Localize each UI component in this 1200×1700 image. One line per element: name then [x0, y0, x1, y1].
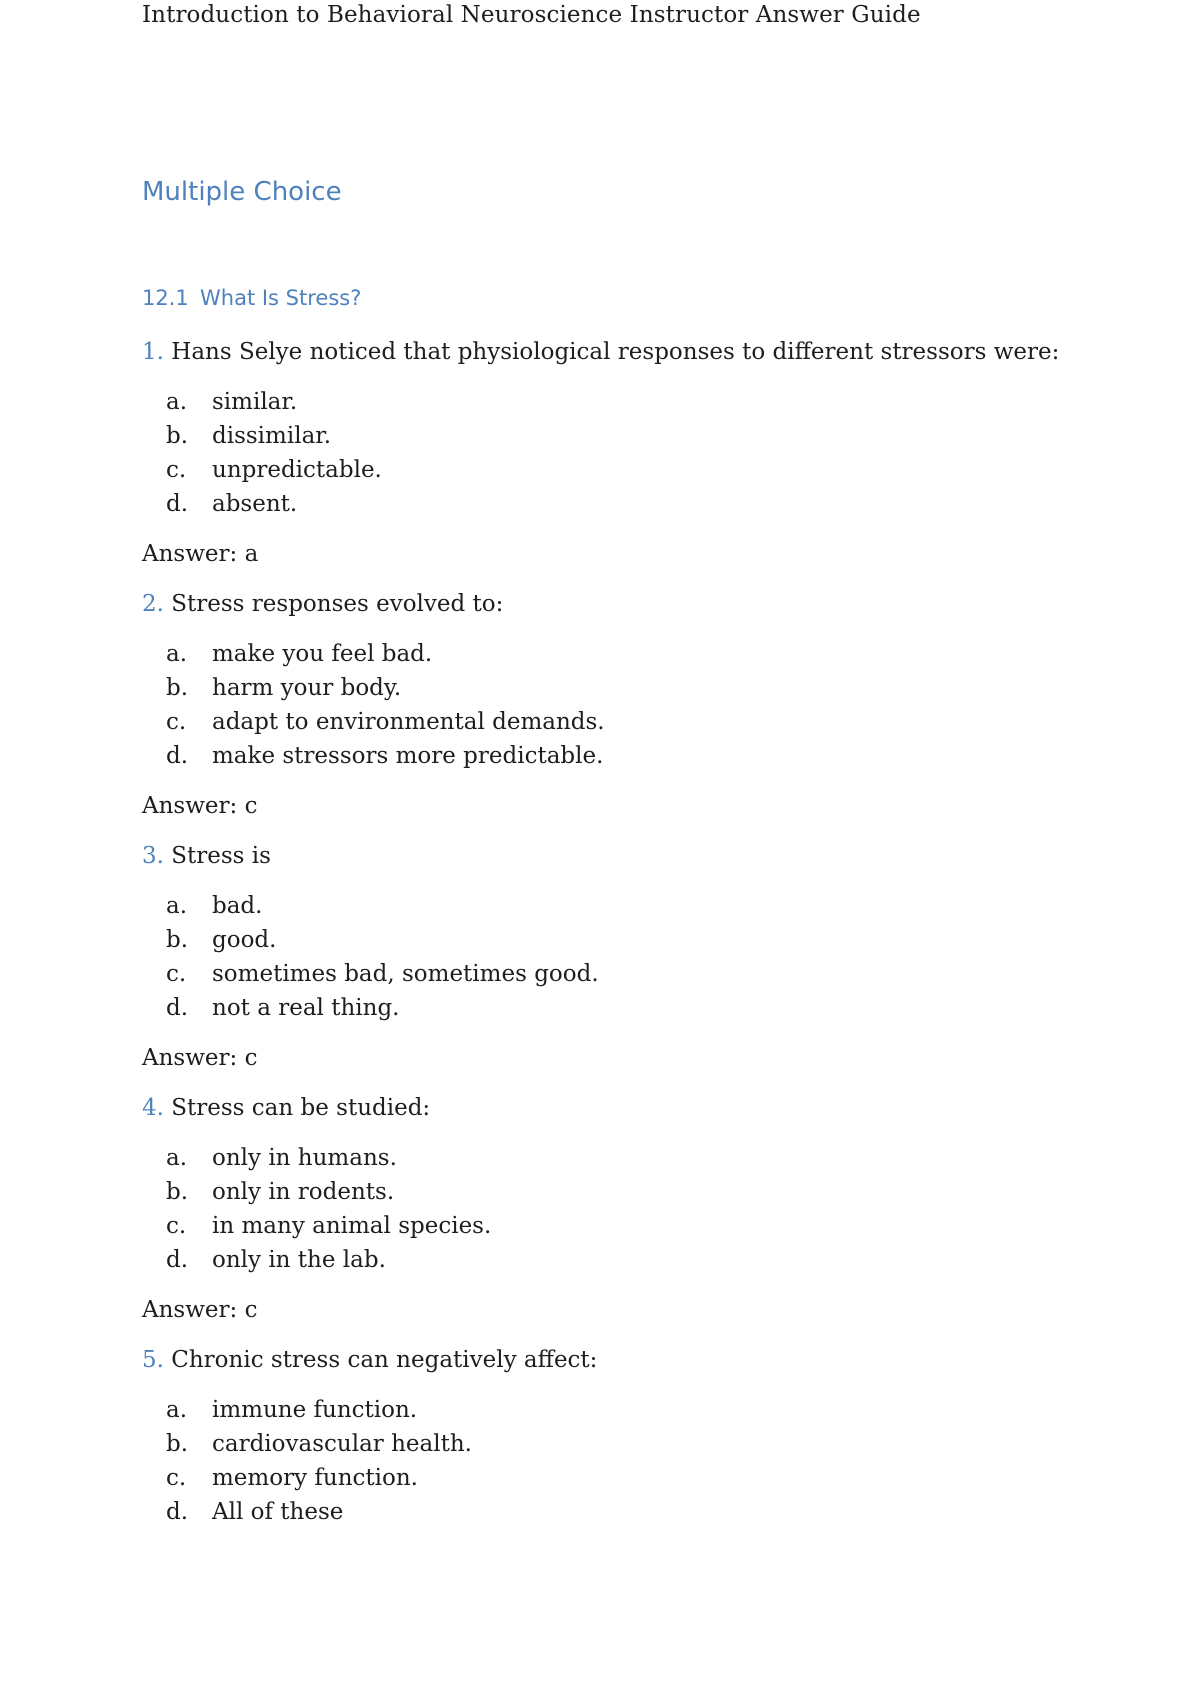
option-letter: a. [166, 893, 188, 919]
option-list [142, 639, 1142, 775]
question-stem [142, 337, 1142, 367]
option-a [142, 387, 1142, 421]
answer-value: c [244, 793, 258, 819]
option-d [142, 993, 1142, 1027]
option-a [142, 639, 1142, 673]
answer-line [142, 1043, 1142, 1073]
option-text: sometimes bad, sometimes good. [212, 961, 599, 987]
option-text: in many animal species. [212, 1213, 492, 1239]
answer-label: Answer: [142, 1297, 238, 1323]
subsection-number: 12.1 [142, 286, 189, 310]
option-text: dissimilar. [212, 423, 332, 449]
option-letter: c. [166, 709, 187, 735]
option-c [142, 707, 1142, 741]
option-a [142, 1143, 1142, 1177]
question-number: 3. [142, 843, 164, 869]
option-letter: a. [166, 1145, 188, 1171]
option-letter: c. [166, 961, 187, 987]
option-b [142, 673, 1142, 707]
option-letter: b. [166, 927, 189, 953]
question-text: Stress responses evolved to: [171, 591, 504, 617]
option-letter: a. [166, 641, 188, 667]
question-3 [142, 841, 1142, 1073]
option-letter: d. [166, 995, 189, 1021]
option-text: only in rodents. [212, 1179, 395, 1205]
option-text: unpredictable. [212, 457, 382, 483]
question-number: 2. [142, 591, 164, 617]
option-text: only in the lab. [212, 1247, 386, 1273]
option-d [142, 1245, 1142, 1279]
option-list [142, 387, 1142, 523]
question-text: Chronic stress can negatively affect: [171, 1347, 598, 1373]
question-list [142, 337, 1142, 1531]
option-letter: b. [166, 1179, 189, 1205]
option-letter: b. [166, 675, 189, 701]
question-number: 1. [142, 339, 164, 365]
answer-label: Answer: [142, 793, 238, 819]
option-text: make stressors more predictable. [212, 743, 604, 769]
question-5 [142, 1345, 1142, 1531]
answer-line [142, 539, 1142, 569]
option-text: immune function. [212, 1397, 418, 1423]
question-4 [142, 1093, 1142, 1325]
option-list [142, 1395, 1142, 1531]
question-number: 4. [142, 1095, 164, 1121]
question-1 [142, 337, 1142, 569]
question-stem [142, 1093, 1142, 1123]
question-number: 5. [142, 1347, 164, 1373]
option-text: memory function. [212, 1465, 418, 1491]
subsection-heading [142, 286, 361, 310]
question-text: Hans Selye noticed that physiological responses to different stressors were: [171, 339, 1060, 365]
question-text: Stress is [171, 843, 271, 869]
option-a [142, 891, 1142, 925]
option-letter: c. [166, 457, 187, 483]
option-list [142, 1143, 1142, 1279]
option-b [142, 421, 1142, 455]
option-text: make you feel bad. [212, 641, 433, 667]
answer-value: c [244, 1045, 258, 1071]
option-letter: d. [166, 1499, 189, 1525]
option-letter: d. [166, 1247, 189, 1273]
option-text: adapt to environmental demands. [212, 709, 605, 735]
option-text: harm your body. [212, 675, 402, 701]
option-letter: c. [166, 1213, 187, 1239]
section-title: Multiple Choice [142, 177, 342, 207]
option-c [142, 1463, 1142, 1497]
option-letter: b. [166, 423, 189, 449]
option-letter: d. [166, 491, 189, 517]
option-letter: a. [166, 1397, 188, 1423]
question-stem [142, 589, 1142, 619]
option-text: bad. [212, 893, 263, 919]
option-d [142, 741, 1142, 775]
option-letter: b. [166, 1431, 189, 1457]
answer-label: Answer: [142, 541, 238, 567]
option-letter: c. [166, 1465, 187, 1491]
option-text: only in humans. [212, 1145, 397, 1171]
question-2 [142, 589, 1142, 821]
option-c [142, 1211, 1142, 1245]
question-stem [142, 841, 1142, 871]
option-a [142, 1395, 1142, 1429]
option-text: similar. [212, 389, 298, 415]
answer-line [142, 1295, 1142, 1325]
option-text: All of these [212, 1499, 344, 1525]
option-b [142, 925, 1142, 959]
option-text: cardiovascular health. [212, 1431, 472, 1457]
option-text: not a real thing. [212, 995, 400, 1021]
option-text: absent. [212, 491, 298, 517]
page-header: Introduction to Behavioral Neuroscience Instructor Answer Guide [142, 2, 921, 28]
option-c [142, 455, 1142, 489]
option-c [142, 959, 1142, 993]
option-text: good. [212, 927, 277, 953]
question-stem [142, 1345, 1142, 1375]
answer-value: a [244, 541, 259, 567]
answer-line [142, 791, 1142, 821]
option-d [142, 489, 1142, 523]
option-b [142, 1429, 1142, 1463]
option-list [142, 891, 1142, 1027]
question-text: Stress can be studied: [171, 1095, 431, 1121]
option-letter: d. [166, 743, 189, 769]
option-letter: a. [166, 389, 188, 415]
option-d [142, 1497, 1142, 1531]
subsection-title: What Is Stress? [200, 286, 362, 310]
option-b [142, 1177, 1142, 1211]
answer-value: c [244, 1297, 258, 1323]
answer-label: Answer: [142, 1045, 238, 1071]
